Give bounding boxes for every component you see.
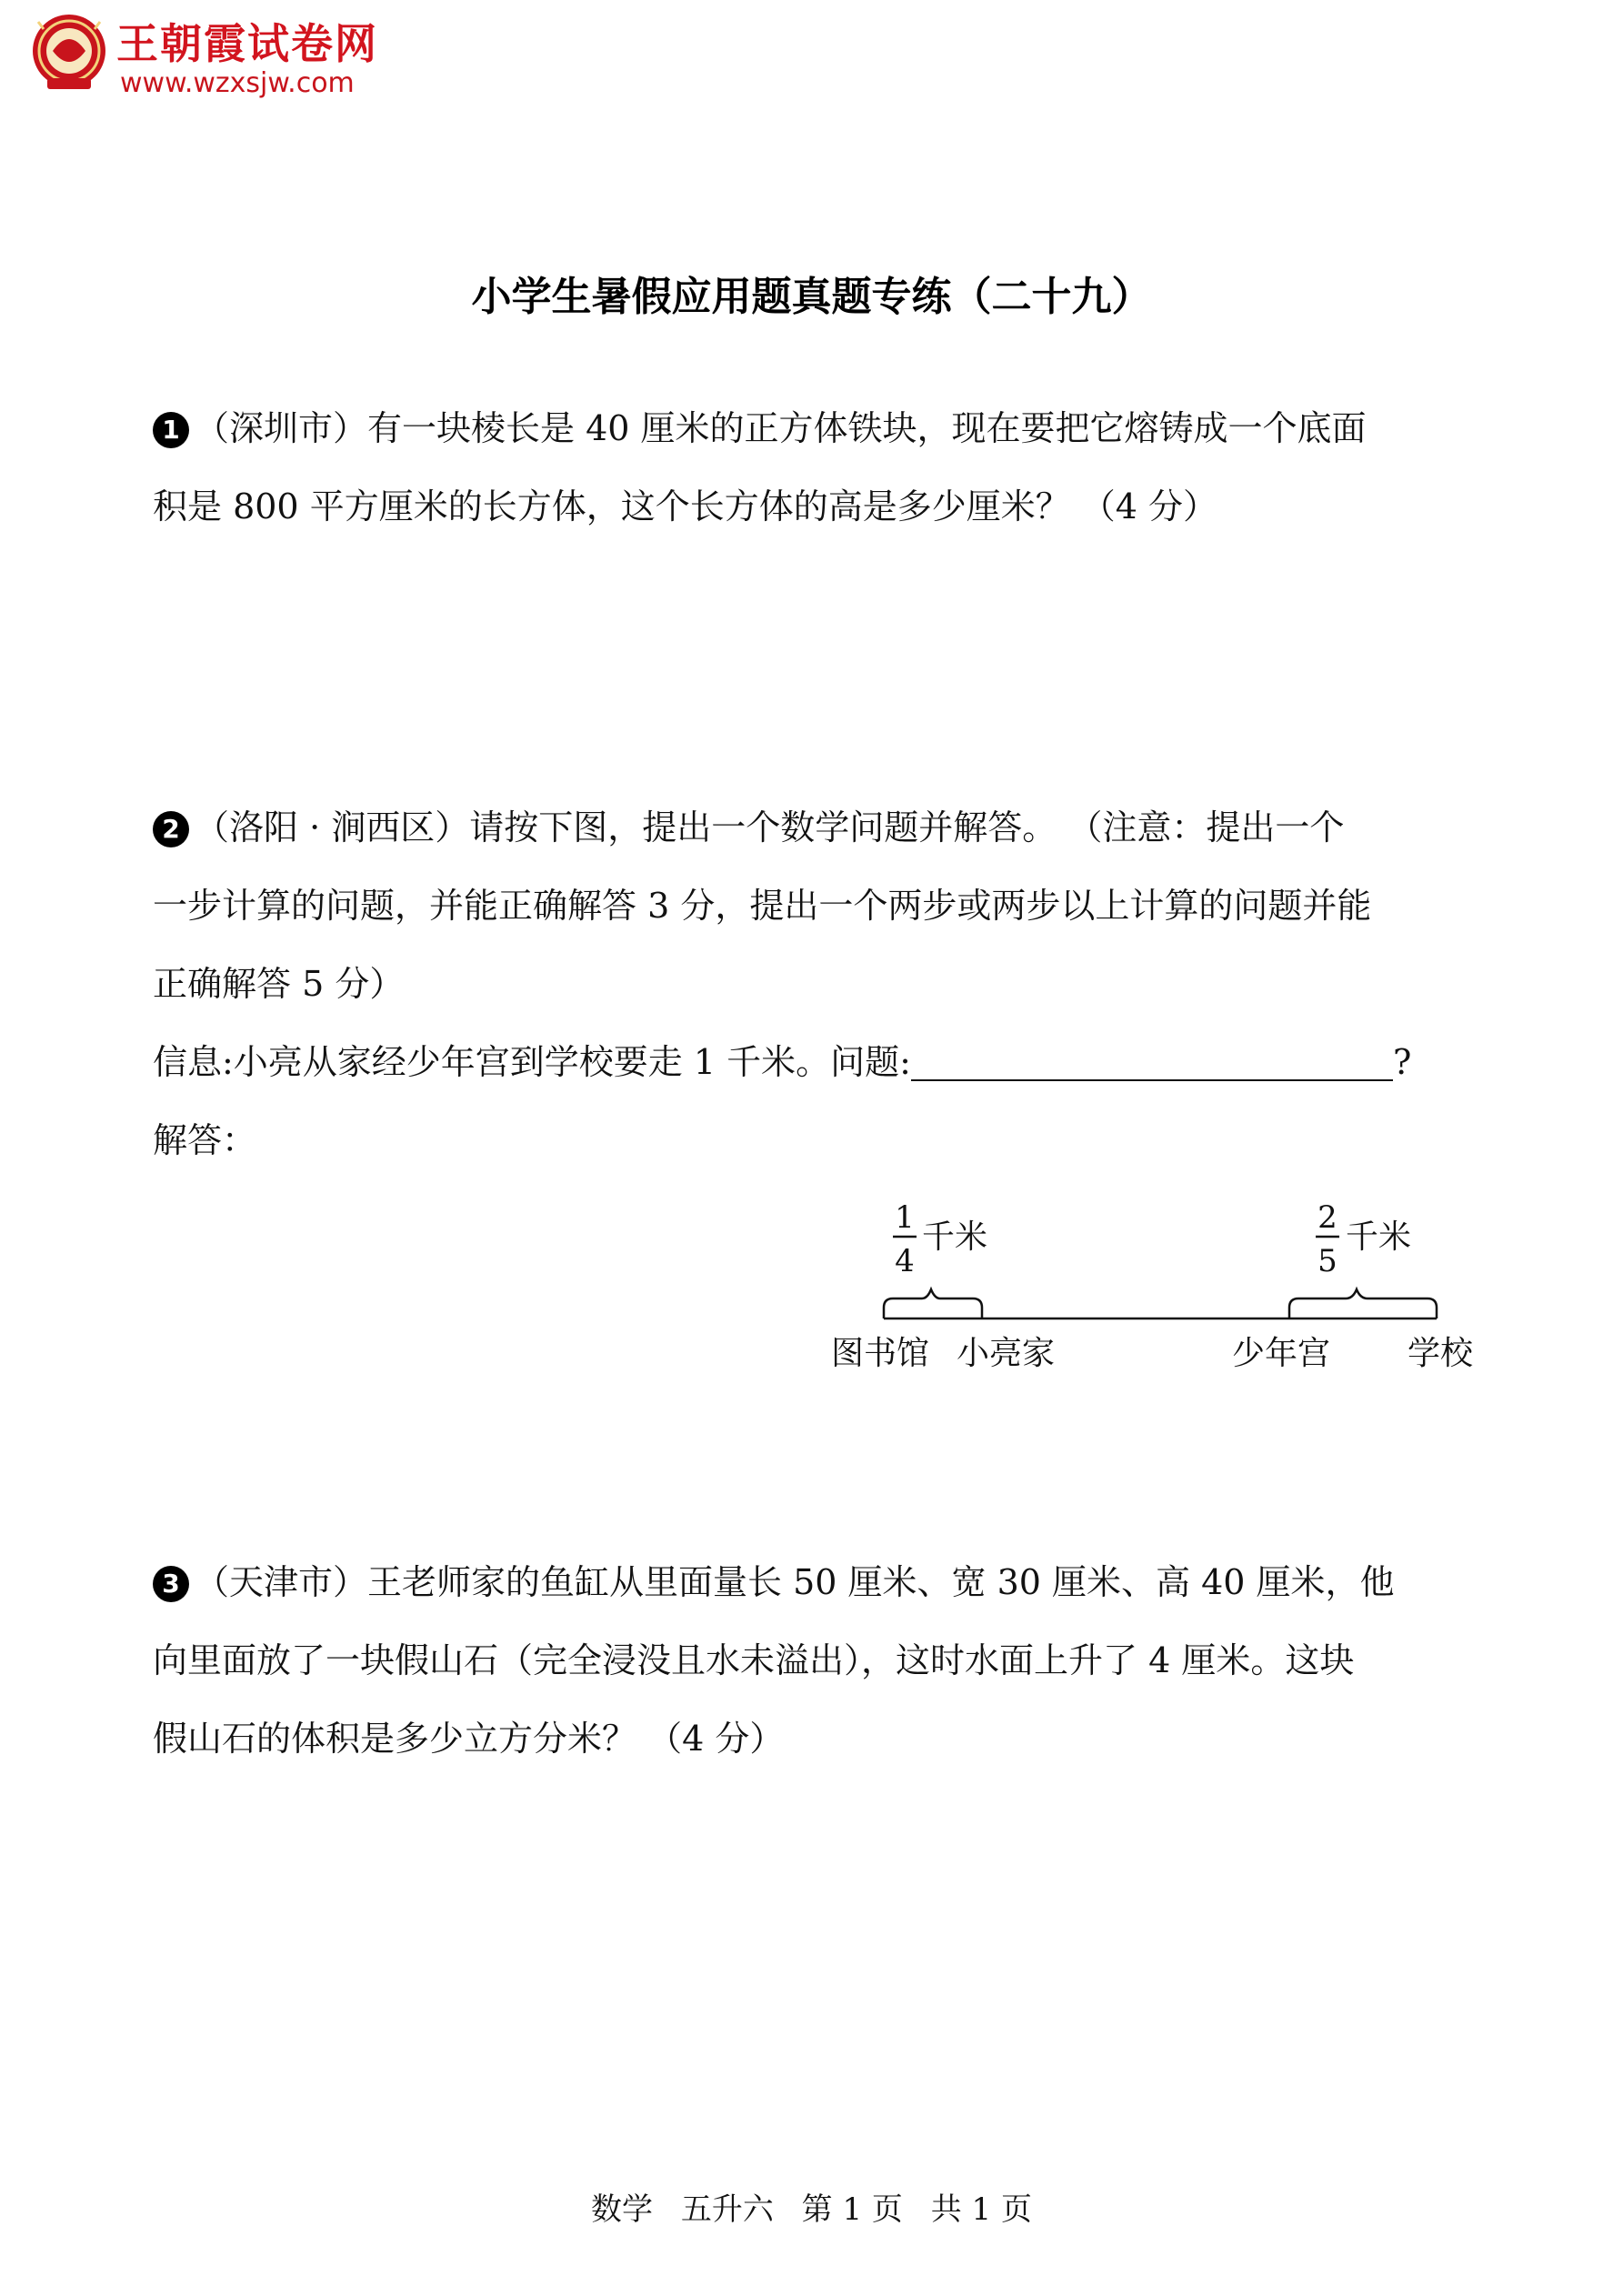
right-unit-label: 千米: [1346, 1218, 1412, 1256]
right-brace: [1289, 1289, 1437, 1318]
question-3-line-1: 3 （天津市）王老师家的鱼缸从里面量长 50 厘米、宽 30 厘米、高 40 厘米，他: [153, 1543, 1498, 1621]
logo-url[interactable]: www.wzxsjw.com: [120, 67, 355, 99]
label-xiaoliang-home: 小亮家: [957, 1335, 1056, 1372]
left-fraction-denominator: 4: [895, 1243, 915, 1279]
question-2-info: 信息:小亮从家经少年宫到学校要走 1 千米。问题: ?: [153, 1042, 1412, 1082]
question-number-2: 2: [153, 811, 189, 847]
footer-total: 共 1 页: [930, 2191, 1032, 2228]
question-number-1: 1: [153, 412, 189, 448]
label-youth-palace: 少年宫: [1232, 1335, 1331, 1372]
question-answer-blank[interactable]: [911, 1045, 1393, 1081]
footer-grade: 五升六: [680, 2191, 774, 2228]
site-logo: [25, 9, 398, 109]
right-fraction-denominator: 5: [1317, 1243, 1337, 1279]
logo-badge-icon: [25, 9, 113, 96]
footer-page: 第 1 页: [801, 2191, 903, 2228]
question-2-line-3: 正确解答 5 分）: [153, 964, 405, 1004]
question-1-line-1: 1 （深圳市）有一块棱长是 40 厘米的正方体铁块，现在要把它熔铸成一个底面: [153, 389, 1498, 467]
left-fraction-numerator: 1: [895, 1199, 915, 1236]
question-3: [153, 1543, 1498, 1778]
question-2-line-1: 2 （洛阳 · 涧西区）请按下图，提出一个数学问题并解答。 （注意：提出一个: [153, 788, 1498, 867]
answer-label: 解答：: [153, 1120, 257, 1160]
route-diagram: [818, 1182, 1509, 1400]
question-number-3: 3: [153, 1566, 189, 1602]
question-1-line-2: 积是 800 平方厘米的长方体，这个长方体的高是多少厘米？ （4 分）: [153, 486, 1218, 526]
left-brace: [884, 1289, 982, 1318]
question-3-line-3: 假山石的体积是多少立方分米？ （4 分）: [153, 1719, 785, 1759]
page-footer: [0, 2184, 1623, 2229]
footer-subject: 数学: [591, 2191, 654, 2228]
page-title: 小学生暑假应用题真题专练（二十九）: [471, 274, 1152, 320]
left-unit-label: 千米: [922, 1218, 988, 1256]
question-2-line-2: 一步计算的问题，并能正确解答 3 分，提出一个两步或两步以上计算的问题并能: [153, 886, 1372, 926]
question-3-line-2: 向里面放了一块假山石（完全浸没且水未溢出），这时水面上升了 4 厘米。这块: [153, 1640, 1355, 1680]
label-library: 图书馆: [831, 1335, 930, 1372]
right-fraction-numerator: 2: [1317, 1199, 1337, 1236]
question-2: [153, 788, 1498, 1179]
label-school: 学校: [1408, 1335, 1474, 1372]
question-1: [153, 389, 1498, 546]
logo-name: 王朝霞试卷网: [116, 19, 378, 68]
